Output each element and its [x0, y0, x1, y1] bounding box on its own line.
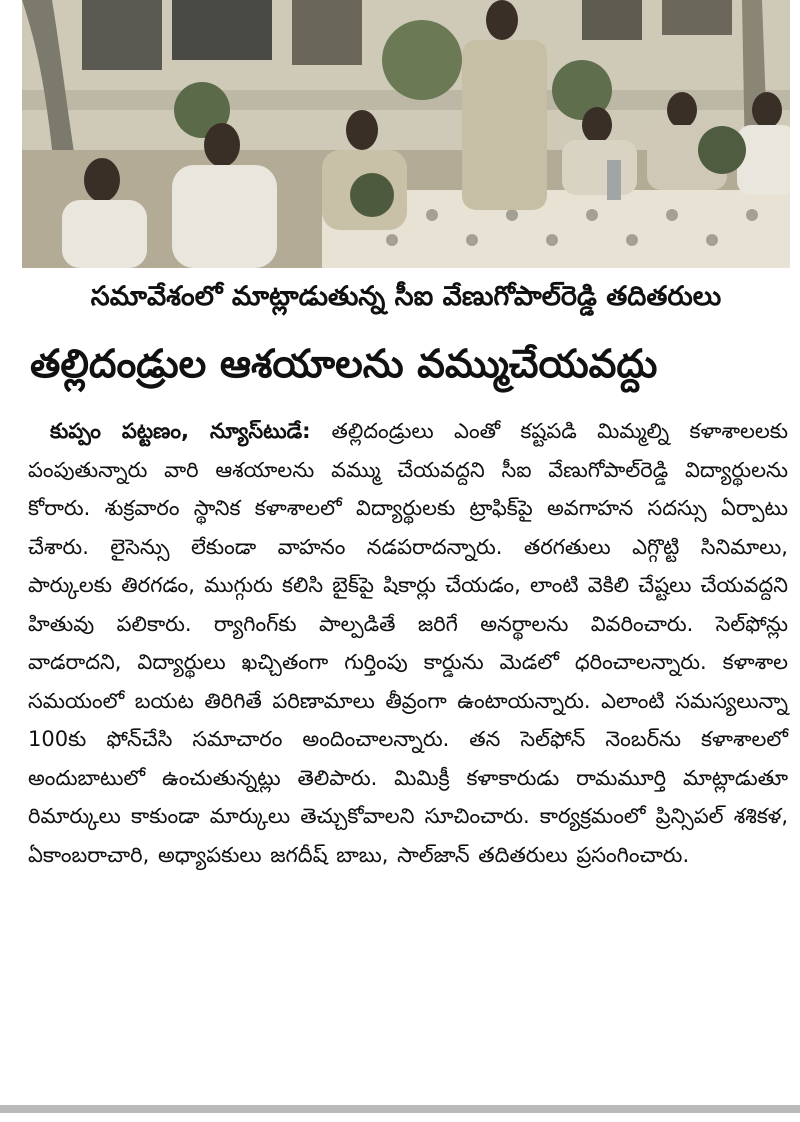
article-body: [28, 412, 788, 874]
article-text: తల్లిదండ్రులు ఎంతో కష్టపడి మిమ్మల్ని కళాశాలలకు పంపుతున్నారు వారి ఆశయాలను వమ్ము చేయవద్దని సీఐ వేణుగోపాల్‌రెడ్డి విద్యార్థులను కోరారు. శుక్రవారం స్థానిక కళాశాలలో విద్యార్థులకు ట్రాఫిక్‌పై అవగాహన సదస్సు ఏర్పాటు చేశారు. లైసెన్సు లేకుండా వాహనం నడపరాదన్నారు. తరగతులు ఎగ్గొట్టి సినిమాలు, పార్కులకు తిరగడం, ముగ్గురు కలిసి బైక్‌పై షికార్లు చేయడం, లాంటి వెకిలి చేష్టలు చేయవద్దని హితువు పలికారు. ర్యాగింగ్‌కు పాల్పడితే జరిగే అనర్థాలను వివరించారు. సెల్‌ఫోన్లు వాడరాదని, విద్యార్థులు ఖచ్చితంగా గుర్తింపు కార్డును మెడలో ధరించాలన్నారు. కళాశాల సమయంలో బయట తిరిగితే పరిణామాలు తీవ్రంగా ఉంటాయన్నారు. ఎలాంటి సమస్యలున్నా 100కు ఫోన్‌చేసి సమాచారం అందించాలన్నారు. తన సెల్‌ఫోన్ నెంబర్‌ను కళాశాలలో అందుబాటులో ఉంచుతున్నట్లు తెలిపారు. మిమిక్రీ కళాకారుడు రామమూర్తి మాట్లాడుతూ రిమార్కులు కాకుండా మార్కులు తెచ్చుకోవాలని సూచించారు. కార్యక్రమంలో ప్రిన్సిపల్ శశికళ, ఏకాంబరాచారి, అధ్యాపకులు జగదీష్ బాబు, సాల్‌జాన్ తదితరులు ప్రసంగించారు.: [28, 419, 788, 867]
news-photo-illustration: [22, 0, 790, 268]
article-dateline: కుప్పం పట్టణం, న్యూస్‌టుడే:: [50, 419, 332, 443]
bottom-rule: [0, 1105, 800, 1113]
photo-caption: సమావేశంలో మాట్లాడుతున్న సీఐ వేణుగోపాల్‌రెడ్డి తదితరులు: [90, 281, 722, 312]
article-headline: తల్లిదండ్రుల ఆశయాలను వమ్ముచేయవద్దు: [30, 342, 658, 387]
news-photo: [22, 0, 790, 268]
